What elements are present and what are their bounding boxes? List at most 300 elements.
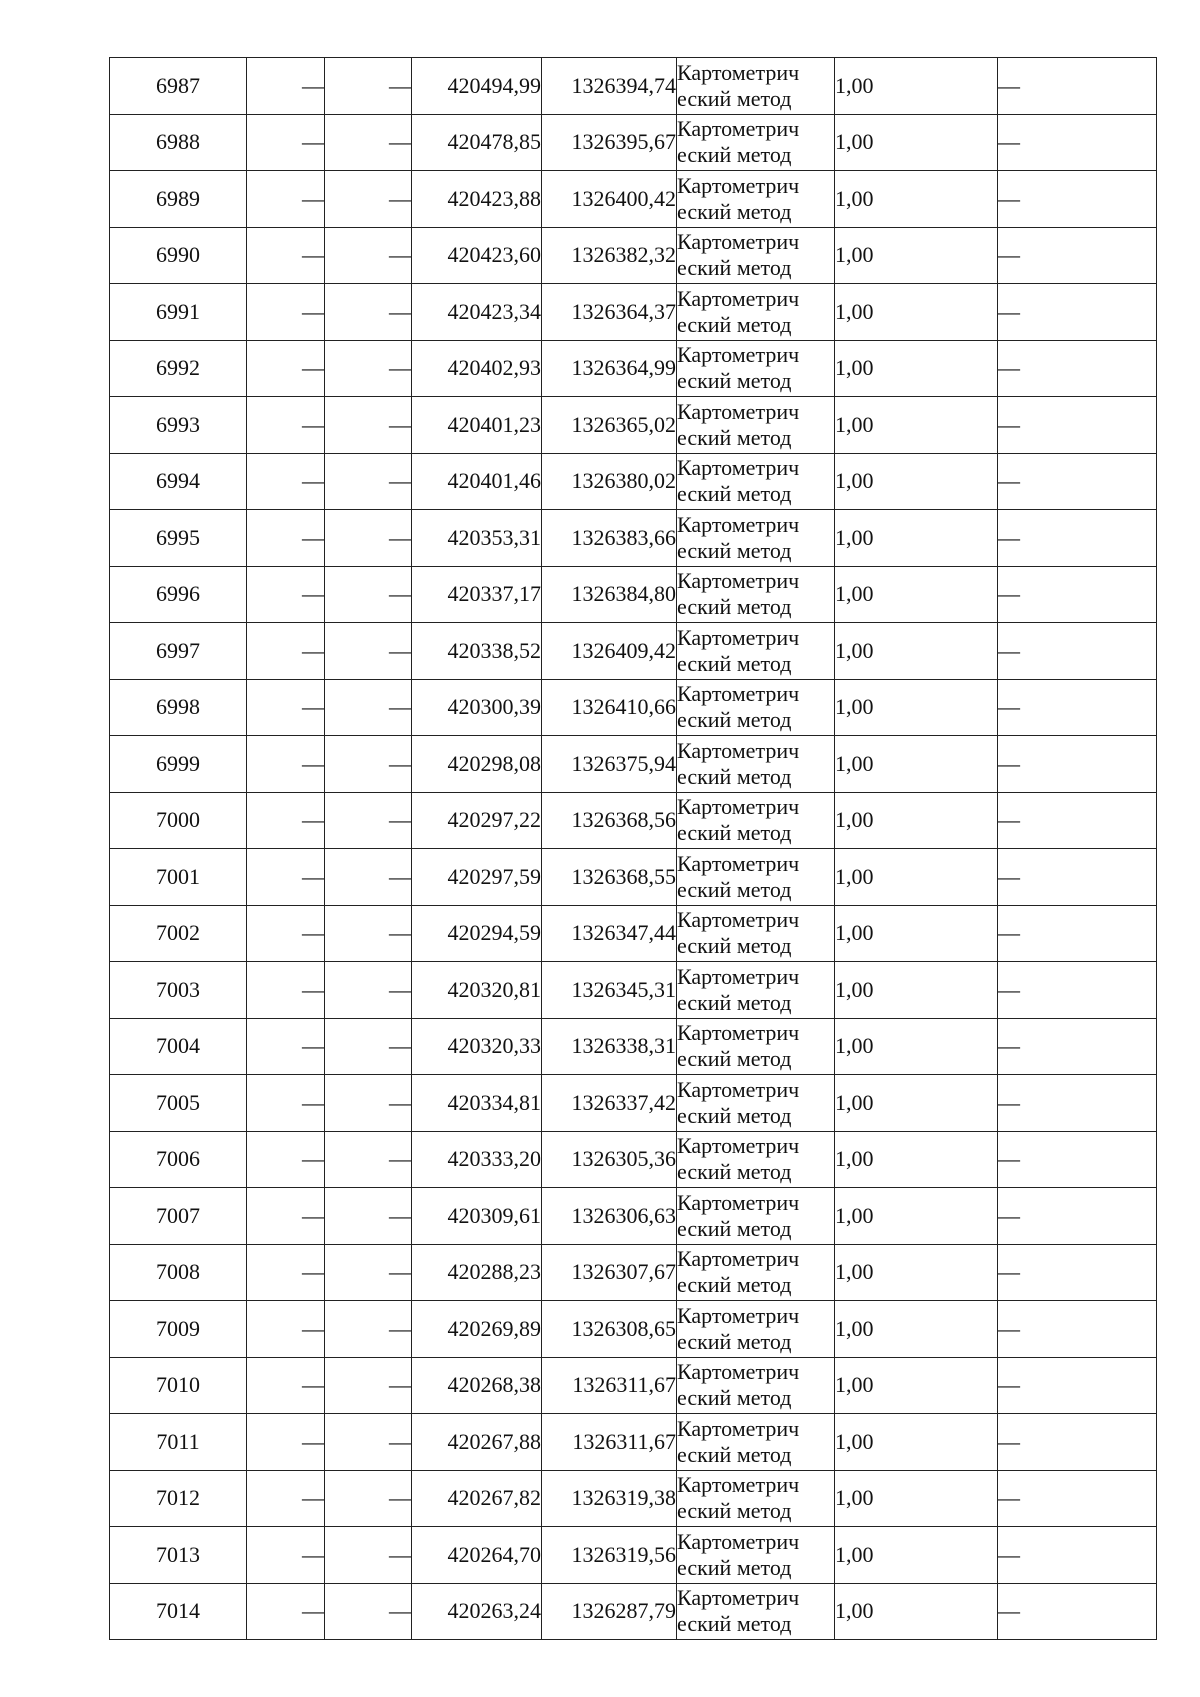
point-number-cell: 7006 <box>110 1131 247 1188</box>
accuracy-cell: 1,00 <box>835 510 998 567</box>
table-row <box>110 1414 1157 1471</box>
empty-value-cell: — <box>325 623 412 680</box>
empty-value-cell: — <box>247 171 325 228</box>
point-number-cell: 6997 <box>110 623 247 680</box>
y-coordinate-cell: 1326375,94 <box>542 736 677 793</box>
method-cell <box>677 1018 835 1075</box>
method-cell <box>677 905 835 962</box>
method-cell <box>677 623 835 680</box>
description-cell: — <box>998 905 1157 962</box>
method-line-1: Картометрич <box>677 1415 800 1441</box>
empty-value-cell: — <box>325 1188 412 1245</box>
y-coordinate-cell: 1326395,67 <box>542 114 677 171</box>
accuracy-cell: 1,00 <box>835 114 998 171</box>
point-number-cell: 7005 <box>110 1075 247 1132</box>
x-coordinate-cell: 420267,88 <box>412 1414 542 1471</box>
y-coordinate-cell: 1326364,37 <box>542 284 677 341</box>
method-line-1: Картометрич <box>677 1585 800 1611</box>
accuracy-cell: 1,00 <box>835 1527 998 1584</box>
table-row <box>110 623 1157 680</box>
y-coordinate-cell: 1326287,79 <box>542 1583 677 1640</box>
method-cell <box>677 397 835 454</box>
point-number-cell: 6996 <box>110 566 247 623</box>
empty-value-cell: — <box>247 284 325 341</box>
method-line-1: Картометрич <box>677 794 800 820</box>
description-cell: — <box>998 510 1157 567</box>
method-line-2: еский метод <box>677 1554 792 1580</box>
empty-value-cell: — <box>247 905 325 962</box>
table-row <box>110 1131 1157 1188</box>
description-cell: — <box>998 1244 1157 1301</box>
method-cell <box>677 453 835 510</box>
method-cell <box>677 679 835 736</box>
empty-value-cell: — <box>325 736 412 793</box>
description-cell: — <box>998 849 1157 906</box>
method-line-2: еский метод <box>677 1159 792 1185</box>
empty-value-cell: — <box>247 58 325 115</box>
table-row <box>110 340 1157 397</box>
x-coordinate-cell: 420300,39 <box>412 679 542 736</box>
table-row <box>110 1583 1157 1640</box>
description-cell: — <box>998 1583 1157 1640</box>
description-cell: — <box>998 340 1157 397</box>
method-line-1: Картометрич <box>677 1359 800 1385</box>
empty-value-cell: — <box>247 1527 325 1584</box>
empty-value-cell: — <box>325 171 412 228</box>
x-coordinate-cell: 420320,81 <box>412 962 542 1019</box>
method-line-1: Картометрич <box>677 624 800 650</box>
point-number-cell: 7007 <box>110 1188 247 1245</box>
table-row <box>110 1301 1157 1358</box>
method-cell <box>677 1470 835 1527</box>
x-coordinate-cell: 420288,23 <box>412 1244 542 1301</box>
x-coordinate-cell: 420423,60 <box>412 227 542 284</box>
x-coordinate-cell: 420401,46 <box>412 453 542 510</box>
table-row <box>110 510 1157 567</box>
empty-value-cell: — <box>325 1244 412 1301</box>
table-row <box>110 962 1157 1019</box>
table-row <box>110 453 1157 510</box>
method-line-1: Картометрич <box>677 568 800 594</box>
accuracy-cell: 1,00 <box>835 284 998 341</box>
x-coordinate-cell: 420263,24 <box>412 1583 542 1640</box>
x-coordinate-cell: 420320,33 <box>412 1018 542 1075</box>
table-row <box>110 114 1157 171</box>
description-cell: — <box>998 679 1157 736</box>
y-coordinate-cell: 1326338,31 <box>542 1018 677 1075</box>
table-row <box>110 1018 1157 1075</box>
method-line-2: еский метод <box>677 1215 792 1241</box>
method-line-2: еский метод <box>677 989 792 1015</box>
method-line-1: Картометрич <box>677 1076 800 1102</box>
method-line-2: еский метод <box>677 1328 792 1354</box>
method-cell <box>677 171 835 228</box>
empty-value-cell: — <box>325 284 412 341</box>
description-cell: — <box>998 1470 1157 1527</box>
method-line-2: еский метод <box>677 876 792 902</box>
description-cell: — <box>998 114 1157 171</box>
method-line-2: еский метод <box>677 142 792 168</box>
point-number-cell: 6994 <box>110 453 247 510</box>
method-line-2: еский метод <box>677 424 792 450</box>
table-row <box>110 1188 1157 1245</box>
y-coordinate-cell: 1326307,67 <box>542 1244 677 1301</box>
x-coordinate-cell: 420297,22 <box>412 792 542 849</box>
x-coordinate-cell: 420423,88 <box>412 171 542 228</box>
point-number-cell: 7010 <box>110 1357 247 1414</box>
y-coordinate-cell: 1326319,38 <box>542 1470 677 1527</box>
empty-value-cell: — <box>325 566 412 623</box>
accuracy-cell: 1,00 <box>835 397 998 454</box>
method-cell <box>677 1244 835 1301</box>
empty-value-cell: — <box>247 736 325 793</box>
empty-value-cell: — <box>247 114 325 171</box>
method-line-1: Картометрич <box>677 1472 800 1498</box>
y-coordinate-cell: 1326409,42 <box>542 623 677 680</box>
point-number-cell: 6995 <box>110 510 247 567</box>
method-cell <box>677 849 835 906</box>
y-coordinate-cell: 1326380,02 <box>542 453 677 510</box>
accuracy-cell: 1,00 <box>835 792 998 849</box>
y-coordinate-cell: 1326308,65 <box>542 1301 677 1358</box>
y-coordinate-cell: 1326311,67 <box>542 1357 677 1414</box>
table-row <box>110 58 1157 115</box>
method-line-2: еский метод <box>677 1441 792 1467</box>
empty-value-cell: — <box>247 792 325 849</box>
point-number-cell: 7008 <box>110 1244 247 1301</box>
method-cell <box>677 566 835 623</box>
method-line-2: еский метод <box>677 763 792 789</box>
table-row <box>110 171 1157 228</box>
method-line-1: Картометрич <box>677 116 800 142</box>
point-number-cell: 7014 <box>110 1583 247 1640</box>
method-line-1: Картометрич <box>677 229 800 255</box>
x-coordinate-cell: 420338,52 <box>412 623 542 680</box>
empty-value-cell: — <box>325 1075 412 1132</box>
empty-value-cell: — <box>247 510 325 567</box>
x-coordinate-cell: 420333,20 <box>412 1131 542 1188</box>
description-cell: — <box>998 962 1157 1019</box>
table-row <box>110 1357 1157 1414</box>
point-number-cell: 7011 <box>110 1414 247 1471</box>
method-cell <box>677 114 835 171</box>
method-line-2: еский метод <box>677 1102 792 1128</box>
description-cell: — <box>998 1018 1157 1075</box>
y-coordinate-cell: 1326311,67 <box>542 1414 677 1471</box>
accuracy-cell: 1,00 <box>835 340 998 397</box>
accuracy-cell: 1,00 <box>835 736 998 793</box>
empty-value-cell: — <box>325 227 412 284</box>
empty-value-cell: — <box>247 566 325 623</box>
empty-value-cell: — <box>325 849 412 906</box>
point-number-cell: 6992 <box>110 340 247 397</box>
method-line-1: Картометрич <box>677 737 800 763</box>
empty-value-cell: — <box>325 962 412 1019</box>
x-coordinate-cell: 420337,17 <box>412 566 542 623</box>
method-cell <box>677 1131 835 1188</box>
description-cell: — <box>998 566 1157 623</box>
accuracy-cell: 1,00 <box>835 623 998 680</box>
x-coordinate-cell: 420402,93 <box>412 340 542 397</box>
method-line-1: Картометрич <box>677 59 800 85</box>
empty-value-cell: — <box>247 1301 325 1358</box>
description-cell: — <box>998 1414 1157 1471</box>
accuracy-cell: 1,00 <box>835 1414 998 1471</box>
description-cell: — <box>998 284 1157 341</box>
empty-value-cell: — <box>325 792 412 849</box>
point-number-cell: 6987 <box>110 58 247 115</box>
description-cell: — <box>998 171 1157 228</box>
empty-value-cell: — <box>325 1470 412 1527</box>
y-coordinate-cell: 1326382,32 <box>542 227 677 284</box>
point-number-cell: 6993 <box>110 397 247 454</box>
point-number-cell: 7009 <box>110 1301 247 1358</box>
empty-value-cell: — <box>325 510 412 567</box>
method-cell <box>677 962 835 1019</box>
table-row <box>110 905 1157 962</box>
description-cell: — <box>998 1301 1157 1358</box>
accuracy-cell: 1,00 <box>835 171 998 228</box>
x-coordinate-cell: 420298,08 <box>412 736 542 793</box>
x-coordinate-cell: 420478,85 <box>412 114 542 171</box>
description-cell: — <box>998 1188 1157 1245</box>
method-line-2: еский метод <box>677 85 792 111</box>
method-line-2: еский метод <box>677 1046 792 1072</box>
accuracy-cell: 1,00 <box>835 1301 998 1358</box>
method-line-1: Картометрич <box>677 455 800 481</box>
method-line-2: еский метод <box>677 481 792 507</box>
method-cell <box>677 227 835 284</box>
table-row <box>110 679 1157 736</box>
method-line-2: еский метод <box>677 1385 792 1411</box>
empty-value-cell: — <box>247 340 325 397</box>
method-line-1: Картометрич <box>677 963 800 989</box>
y-coordinate-cell: 1326305,36 <box>542 1131 677 1188</box>
table-row <box>110 736 1157 793</box>
method-line-2: еский метод <box>677 537 792 563</box>
point-number-cell: 6998 <box>110 679 247 736</box>
empty-value-cell: — <box>325 1301 412 1358</box>
description-cell: — <box>998 1357 1157 1414</box>
method-cell <box>677 340 835 397</box>
table-row <box>110 1470 1157 1527</box>
accuracy-cell: 1,00 <box>835 679 998 736</box>
empty-value-cell: — <box>247 1244 325 1301</box>
empty-value-cell: — <box>325 114 412 171</box>
empty-value-cell: — <box>247 623 325 680</box>
empty-value-cell: — <box>247 962 325 1019</box>
method-line-1: Картометрич <box>677 1133 800 1159</box>
empty-value-cell: — <box>247 227 325 284</box>
empty-value-cell: — <box>325 340 412 397</box>
empty-value-cell: — <box>325 397 412 454</box>
method-cell <box>677 792 835 849</box>
empty-value-cell: — <box>247 679 325 736</box>
x-coordinate-cell: 420401,23 <box>412 397 542 454</box>
method-cell <box>677 1301 835 1358</box>
point-number-cell: 7012 <box>110 1470 247 1527</box>
empty-value-cell: — <box>325 1414 412 1471</box>
table-row <box>110 284 1157 341</box>
point-number-cell: 6990 <box>110 227 247 284</box>
empty-value-cell: — <box>325 1357 412 1414</box>
method-line-2: еский метод <box>677 820 792 846</box>
method-cell <box>677 1075 835 1132</box>
table-row <box>110 227 1157 284</box>
empty-value-cell: — <box>325 1583 412 1640</box>
method-line-1: Картометрич <box>677 1246 800 1272</box>
accuracy-cell: 1,00 <box>835 1075 998 1132</box>
method-line-1: Картометрич <box>677 1020 800 1046</box>
method-cell <box>677 284 835 341</box>
y-coordinate-cell: 1326306,63 <box>542 1188 677 1245</box>
accuracy-cell: 1,00 <box>835 1244 998 1301</box>
x-coordinate-cell: 420269,89 <box>412 1301 542 1358</box>
table-row <box>110 1527 1157 1584</box>
y-coordinate-cell: 1326319,56 <box>542 1527 677 1584</box>
empty-value-cell: — <box>247 1188 325 1245</box>
y-coordinate-cell: 1326394,74 <box>542 58 677 115</box>
accuracy-cell: 1,00 <box>835 1583 998 1640</box>
point-number-cell: 7001 <box>110 849 247 906</box>
method-line-2: еский метод <box>677 198 792 224</box>
accuracy-cell: 1,00 <box>835 905 998 962</box>
empty-value-cell: — <box>247 1414 325 1471</box>
method-cell <box>677 1357 835 1414</box>
description-cell: — <box>998 623 1157 680</box>
description-cell: — <box>998 58 1157 115</box>
method-cell <box>677 1188 835 1245</box>
table-row <box>110 566 1157 623</box>
method-line-1: Картометрич <box>677 907 800 933</box>
empty-value-cell: — <box>325 1527 412 1584</box>
point-number-cell: 7004 <box>110 1018 247 1075</box>
empty-value-cell: — <box>247 1018 325 1075</box>
accuracy-cell: 1,00 <box>835 1357 998 1414</box>
method-line-2: еский метод <box>677 1272 792 1298</box>
point-number-cell: 6988 <box>110 114 247 171</box>
accuracy-cell: 1,00 <box>835 227 998 284</box>
point-number-cell: 7013 <box>110 1527 247 1584</box>
y-coordinate-cell: 1326337,42 <box>542 1075 677 1132</box>
empty-value-cell: — <box>247 1131 325 1188</box>
description-cell: — <box>998 453 1157 510</box>
y-coordinate-cell: 1326384,80 <box>542 566 677 623</box>
method-cell <box>677 510 835 567</box>
x-coordinate-cell: 420309,61 <box>412 1188 542 1245</box>
method-line-2: еский метод <box>677 707 792 733</box>
method-line-1: Картометрич <box>677 1302 800 1328</box>
description-cell: — <box>998 792 1157 849</box>
empty-value-cell: — <box>247 849 325 906</box>
accuracy-cell: 1,00 <box>835 58 998 115</box>
y-coordinate-cell: 1326365,02 <box>542 397 677 454</box>
method-line-2: еский метод <box>677 1611 792 1637</box>
method-line-1: Картометрич <box>677 1528 800 1554</box>
method-cell <box>677 1527 835 1584</box>
y-coordinate-cell: 1326364,99 <box>542 340 677 397</box>
x-coordinate-cell: 420423,34 <box>412 284 542 341</box>
description-cell: — <box>998 1131 1157 1188</box>
accuracy-cell: 1,00 <box>835 962 998 1019</box>
x-coordinate-cell: 420353,31 <box>412 510 542 567</box>
x-coordinate-cell: 420264,70 <box>412 1527 542 1584</box>
x-coordinate-cell: 420494,99 <box>412 58 542 115</box>
method-line-2: еский метод <box>677 368 792 394</box>
method-line-2: еский метод <box>677 311 792 337</box>
method-cell <box>677 1414 835 1471</box>
method-line-1: Картометрич <box>677 1189 800 1215</box>
method-line-2: еский метод <box>677 650 792 676</box>
empty-value-cell: — <box>325 1018 412 1075</box>
method-cell <box>677 58 835 115</box>
accuracy-cell: 1,00 <box>835 566 998 623</box>
method-cell <box>677 736 835 793</box>
method-line-1: Картометрич <box>677 511 800 537</box>
accuracy-cell: 1,00 <box>835 1131 998 1188</box>
method-line-1: Картометрич <box>677 681 800 707</box>
point-number-cell: 6999 <box>110 736 247 793</box>
description-cell: — <box>998 1527 1157 1584</box>
table-row <box>110 1244 1157 1301</box>
y-coordinate-cell: 1326368,55 <box>542 849 677 906</box>
table-row <box>110 397 1157 454</box>
method-line-2: еский метод <box>677 255 792 281</box>
method-line-2: еский метод <box>677 933 792 959</box>
empty-value-cell: — <box>325 905 412 962</box>
point-number-cell: 7003 <box>110 962 247 1019</box>
accuracy-cell: 1,00 <box>835 849 998 906</box>
table-row <box>110 849 1157 906</box>
y-coordinate-cell: 1326347,44 <box>542 905 677 962</box>
x-coordinate-cell: 420334,81 <box>412 1075 542 1132</box>
description-cell: — <box>998 397 1157 454</box>
empty-value-cell: — <box>325 679 412 736</box>
method-cell <box>677 1583 835 1640</box>
method-line-2: еский метод <box>677 1498 792 1524</box>
empty-value-cell: — <box>247 397 325 454</box>
empty-value-cell: — <box>325 58 412 115</box>
y-coordinate-cell: 1326345,31 <box>542 962 677 1019</box>
method-line-1: Картометрич <box>677 172 800 198</box>
accuracy-cell: 1,00 <box>835 1018 998 1075</box>
y-coordinate-cell: 1326383,66 <box>542 510 677 567</box>
x-coordinate-cell: 420297,59 <box>412 849 542 906</box>
method-line-2: еский метод <box>677 594 792 620</box>
accuracy-cell: 1,00 <box>835 453 998 510</box>
y-coordinate-cell: 1326368,56 <box>542 792 677 849</box>
accuracy-cell: 1,00 <box>835 1470 998 1527</box>
method-line-1: Картометрич <box>677 398 800 424</box>
y-coordinate-cell: 1326410,66 <box>542 679 677 736</box>
point-number-cell: 6989 <box>110 171 247 228</box>
coordinates-table <box>109 57 1157 1640</box>
table-body <box>110 58 1157 1640</box>
x-coordinate-cell: 420294,59 <box>412 905 542 962</box>
x-coordinate-cell: 420267,82 <box>412 1470 542 1527</box>
empty-value-cell: — <box>247 1470 325 1527</box>
point-number-cell: 6991 <box>110 284 247 341</box>
description-cell: — <box>998 736 1157 793</box>
point-number-cell: 7002 <box>110 905 247 962</box>
description-cell: — <box>998 227 1157 284</box>
empty-value-cell: — <box>247 1583 325 1640</box>
x-coordinate-cell: 420268,38 <box>412 1357 542 1414</box>
point-number-cell: 7000 <box>110 792 247 849</box>
method-line-1: Картометрич <box>677 850 800 876</box>
accuracy-cell: 1,00 <box>835 1188 998 1245</box>
empty-value-cell: — <box>247 1357 325 1414</box>
